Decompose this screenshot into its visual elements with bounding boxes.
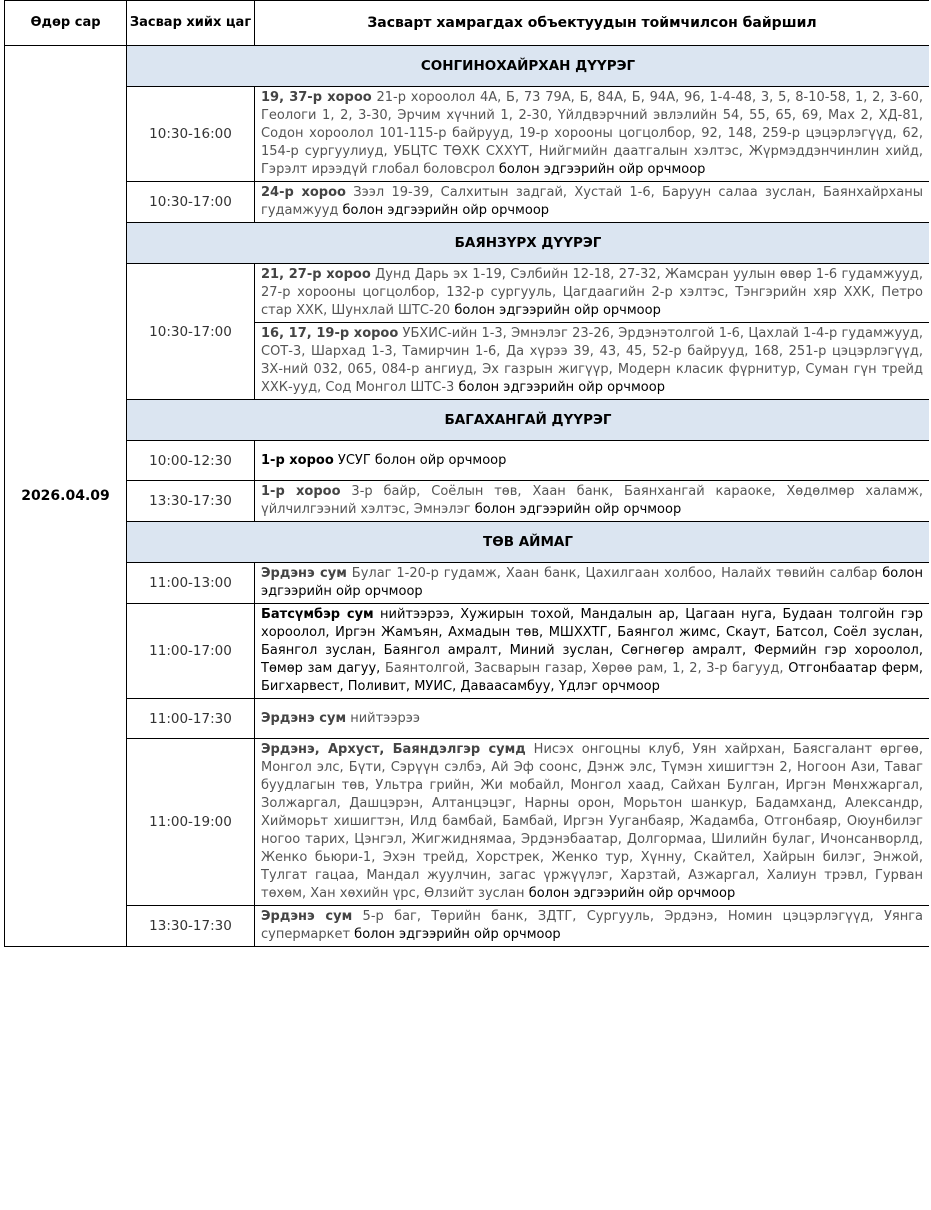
time-cell: 10:00-12:30: [127, 441, 255, 481]
time-cell: 13:30-17:30: [127, 906, 255, 947]
section-title: СОНГИНОХАЙРХАН ДҮҮРЭГ: [127, 46, 930, 87]
date-cell: 2026.04.09: [5, 46, 127, 947]
time-cell: 11:00-13:00: [127, 563, 255, 604]
khoroo-label: 1-р хороо: [261, 452, 334, 468]
table-row: [5, 264, 930, 323]
location-tail: болон эдгээрийн ойр орчмоор: [458, 380, 665, 395]
table-row: [5, 604, 930, 699]
khoroo-label: 19, 37-р хороо: [261, 90, 372, 105]
location-text: Баянтолгой, Засварын газар, Хөрөө рам, 1, 2, 3-р багууд,: [384, 661, 789, 676]
location-text: Зээл 19-39, Салхитын задгай, Хустай 1-6, Баруун салаа зуслан, Баянхайрханы гудамжууд: [261, 185, 923, 218]
location-text: Булаг 1-20-р гудамж, Хаан банк, Цахилгаан холбоо, Налайх төвийн салбар: [346, 566, 883, 581]
time-cell: 11:00-17:30: [127, 699, 255, 739]
location-text: Дунд Дарь эх 1-19, Сэлбийн 12-18, 27-32, Жамсран уулын өвөр 1-6 гудамжууд, 27-р хорооны цогцолбор, 132-р сургууль, Цагдаагийн 2-р хэлтэс, Тэнгэрийн хяр ХХК, Петро стар ХХК, Шунхлай ШТС-20: [261, 267, 923, 318]
table-row: [5, 87, 930, 182]
location-text: УБХИС-ийн 1-3, Эмнэлэг 23-26, Эрдэнэтолгой 1-6, Цахлай 1-4-р гудамжууд, СОТ-3, Шархад 1-3, Тамирчин 1-6, Да хүрээ 39, 43, 45, 52-р байрууд, 168, 251-р цэцэрлэгүүд, ЗХ-ний 032, 065, 084-р ангиуд, Эх газрын жигүүр, Модерн класик фүрнитур, Суман гүн трейд ХХК-ууд, Сод Монгол ШТС-3: [261, 326, 923, 395]
time-cell: 13:30-17:30: [127, 481, 255, 522]
table-row: [5, 906, 930, 947]
table-row: [5, 739, 930, 906]
location-tail: болон эдгээрийн ойр орчмоор: [342, 203, 550, 218]
location-cell: [255, 481, 930, 522]
time-cell: 10:30-17:00: [127, 264, 255, 400]
time-cell: 10:30-16:00: [127, 87, 255, 182]
header-location: Засварт хамрагдах объектуудын тоймчилсон байршил: [255, 1, 930, 46]
location-tail: болон эдгээрийн ойр орчмоор: [498, 162, 706, 177]
location-tail: болон эдгээрийн ойр орчмоор: [454, 303, 661, 318]
location-tail: болон эдгээрийн ойр орчмоор: [474, 502, 682, 517]
location-text: УСУГ болон ойр орчмоор: [333, 452, 507, 468]
location-cell: [255, 87, 930, 182]
table-row: [5, 481, 930, 522]
location-tail: болон эдгээрийн ойр орчмоор: [354, 927, 561, 942]
location-cell: [255, 264, 930, 323]
table-row: [5, 441, 930, 481]
location-cell: [255, 739, 930, 906]
outage-schedule: [4, 0, 929, 1210]
header-date: Өдөр сар: [5, 1, 127, 46]
schedule-table: [4, 0, 929, 947]
location-text: 5-р баг, Төрийн банк, ЗДТГ, Сургууль, Эрдэнэ, Номин цэцэрлэгүүд, Уянга супермаркет: [261, 909, 923, 942]
khoroo-label: Эрдэнэ сум: [261, 566, 347, 581]
location-cell: [255, 604, 930, 699]
section-title: БАЯНЗҮРХ ДҮҮРЭГ: [127, 223, 930, 264]
khoroo-label: 16, 17, 19-р хороо: [261, 326, 399, 341]
khoroo-label: Батсүмбэр сум: [261, 607, 374, 622]
location-cell: [255, 182, 930, 223]
table-row: [5, 699, 930, 739]
time-cell: 11:00-17:00: [127, 604, 255, 699]
location-tail: болон эдгээрийн ойр орчмоор: [528, 886, 736, 901]
khoroo-label: 21, 27-р хороо: [261, 267, 371, 282]
location-tail: Отгонбаатар ферм, Бигхарвест, Поливит, МУИС, Даваасамбуу, Үдлэг орчмоор: [261, 661, 924, 694]
location-cell: [255, 563, 930, 604]
table-row: [5, 182, 930, 223]
location-cell: [255, 323, 930, 400]
khoroo-label: Эрдэнэ сум: [261, 909, 353, 924]
location-cell: [255, 906, 930, 947]
location-cell: [255, 699, 930, 739]
khoroo-label: Эрдэнэ, Архуст, Баяндэлгэр сумд: [261, 742, 526, 757]
location-cell: [255, 441, 930, 481]
location-text: нийтээрээ: [346, 710, 420, 726]
time-cell: 11:00-19:00: [127, 739, 255, 906]
location-text: 21-р хороолол 4А, Б, 73 79А, Б, 84А, Б, 94А, 96, 1-4-48, 3, 5, 8-10-58, 1, 2, 3-60, Геологи 1, 2, 3-30, Эрчим хүчний 1, 2-30, Үйлдвэрчний эвлэлийн 54, 55, 65, 69, Мах 2, ХД-81, Содон хороолол 101-115-р байрууд, 19-р хорооны цогцолбор, 92, 148, 259-р цэцэрлэгүүд, 62, 154-р сургуулиуд, УБЦТС ТӨХК СХХҮТ, Нийгмийн даатгалын хэлтэс, Жүрмэддэнчинлин хийд, Гэрэлт ирээдүй глобал боловсрол: [261, 90, 923, 177]
section-title: БАГАХАНГАЙ ДҮҮРЭГ: [127, 400, 930, 441]
khoroo-label: 24-р хороо: [261, 185, 346, 200]
header-time: Засвар хийх цаг: [127, 1, 255, 46]
location-text: Нисэх онгоцны клуб, Уян хайрхан, Баясгалант өргөө, Монгол элс, Бүти, Сэрүүн сэлбэ, Ай Эф соонс, Дэнж элс, Түмэн хишигтэн 2, Ногоон Ази, Таваг буудлагын төв, Ультра грийн, Жи мобайл, Монгол хаад, Сайхан Булган, Иргэн Мөнхжаргал, Золжаргал, Дашцэрэн, Алтанцэцэг, Нарны орон, Морьтон шанкур, Бадамханд, Александр, Хийморьт хишигтэн, Илд бамбай, Бамбай, Иргэн Ууганбаяр, Жадамба, Отгонбаяр, Оюунбилэг ногоо тарих, Цэнгэл, Жигжиднямаа, Эрдэнэбаатар, Долгормаа, Шилийн булаг, Ичонсанворлд, Женко бьюри-1, Эхэн трейд, Хорстрек, Женко тур, Хүнну, Скайтел, Хайрын билэг, Энжой, Тулгат гацаа, Мандал жуулчин, загас үржүүлэг, Харзтай, Азжаргал, Халиун трэвл, Гурван төхөм, Хан хөхийн үрс, Өлзийт зуслан: [261, 742, 923, 901]
khoroo-label: Эрдэнэ сум: [261, 710, 347, 726]
location-text: 3-р байр, Соёлын төв, Хаан банк, Баянхангай караоке, Хөдөлмөр халамж, үйлчилгээний хэлтэс, Эмнэлэг: [261, 484, 924, 517]
location-text-dark: нийтээрээ, Хужирын тохой, Мандалын ар, Цагаан нуга, Будаан толгойн гэр хороолол, Иргэн Жамъян, Ахмадын төв, МШХХТГ, Баянгол жимс, Скаут, Батсол, Соёл зуслан, Баянгол зуслан, Баянгол амралт, Миний зуслан, Сөгнөгөр амралт, Фермийн гэр хороолол, Төмөр зам дагуу,: [261, 607, 923, 676]
khoroo-label: 1-р хороо: [261, 484, 341, 499]
table-row: [5, 563, 930, 604]
section-title: ТӨВ АЙМАГ: [127, 522, 930, 563]
location-tail: болон эдгээрийн ойр орчмоор: [261, 566, 923, 599]
time-cell: 10:30-17:00: [127, 182, 255, 223]
header-row: [5, 1, 930, 46]
